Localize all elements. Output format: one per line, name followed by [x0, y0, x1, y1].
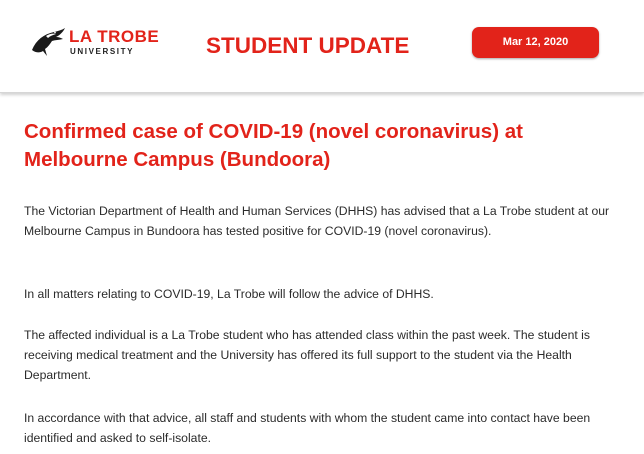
date-badge: Mar 12, 2020 [472, 27, 599, 58]
article-paragraph: In all matters relating to COVID-19, La Trobe will follow the advice of DHHS. [24, 287, 434, 301]
article-paragraph: The Victorian Department of Health and Human Services (DHHS) has advised that a La Trobe student at our Melbourne Campus in Bundoora has tested positive for COVID-19 (novel coronavirus). [24, 204, 610, 238]
article-body [24, 118, 624, 445]
logo-subtitle: UNIVERSITY [70, 47, 135, 56]
logo-wordmark: LA TROBE [69, 27, 160, 46]
article-paragraph: In accordance with that advice, all staff and students with whom the student came into contact have been identified and asked to self-isolate. [24, 411, 591, 445]
article-headline: Confirmed case of COVID-19 (novel coronavirus) at Melbourne Campus (Bundoora) [24, 120, 523, 171]
banner-title: STUDENT UPDATE [206, 33, 410, 58]
eagle-icon [30, 26, 66, 58]
email-header [0, 0, 644, 93]
la-trobe-logo[interactable] [30, 24, 165, 60]
article-paragraph: The affected individual is a La Trobe student who has attended class within the past week. The student is receiving medical treatment and the University has offered its full support to the student via the Health Department. [24, 328, 590, 382]
